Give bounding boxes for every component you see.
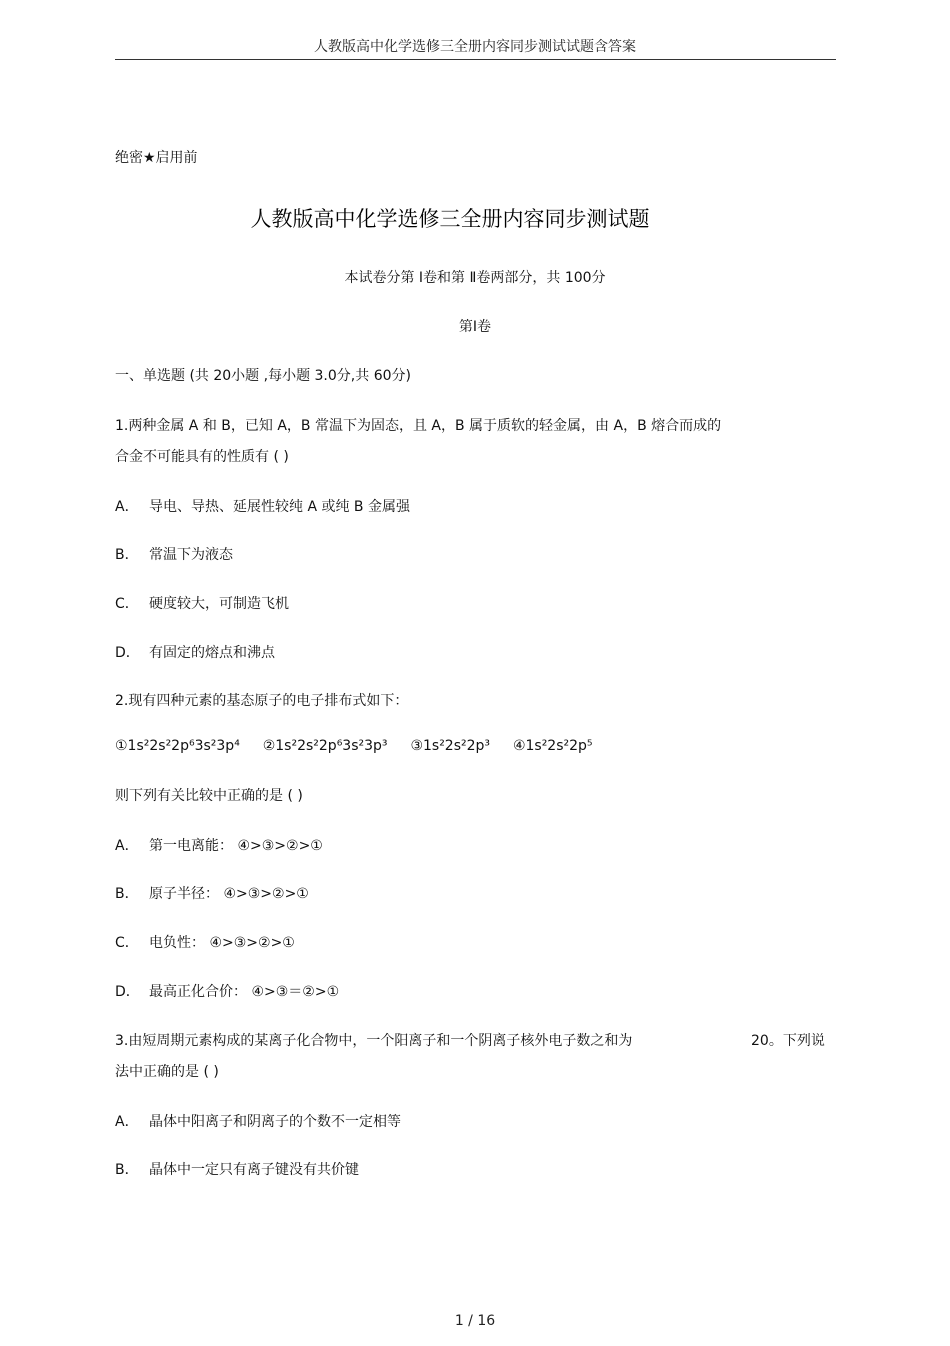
question-1-option-c [115,593,289,613]
option-letter: A． [115,838,139,854]
question-1-line-2: 合金不可能具有的性质有 ( ) [115,449,289,465]
option-letter: B． [115,886,139,902]
option-letter: A． [115,499,139,515]
option-text: 有固定的熔点和沸点 [149,645,275,661]
question-2-option-d [115,981,339,1001]
option-letter: D． [115,984,140,1000]
option-text: 最高正化合价： ④>③＝②>① [149,984,340,1000]
exam-title: 人教版高中化学选修三全册内容同步测试题 [250,207,650,231]
question-1-option-d [115,642,275,662]
running-header-title: 人教版高中化学选修三全册内容同步测试试题含答案 [314,39,636,55]
question-2-line-1: 2.现有四种元素的基态原子的电子排布式如下： [115,693,409,709]
question-2-option-c [115,932,295,952]
question-2-option-b [115,883,309,903]
question-1-option-a [115,496,410,516]
config-3: ③1s²2s²2p³ [410,738,491,754]
option-text: 导电、导热、延展性较纯 A 或纯 B 金属强 [149,499,410,515]
option-text: 晶体中阳离子和阴离子的个数不一定相等 [149,1114,401,1130]
question-2-option-a [115,835,323,855]
question-3-option-a [115,1111,401,1131]
config-1: ①1s²2s²2p⁶3s²3p⁴ [115,738,240,754]
question-3-line-1-right: 20。下列说 [751,1033,825,1049]
option-letter: D． [115,645,140,661]
header-divider [115,59,836,60]
question-3-line-2: 法中正确的是 ( ) [115,1064,219,1080]
option-text: 电负性： ④>③>②>① [149,935,295,951]
section-heading: 一、单选题 (共 20小题 ,每小题 3.0分,共 60分) [115,368,411,384]
option-text: 晶体中一定只有离子键没有共价键 [149,1162,359,1178]
option-letter: C． [115,935,139,951]
option-letter: C． [115,596,139,612]
part-label: 第Ⅰ卷 [458,319,492,335]
question-1-line-1: 1.两种金属 A 和 B，已知 A，B 常温下为固态，且 A，B 属于质软的轻金属，由 A，B 熔合而成的 [115,418,722,434]
option-letter: B． [115,547,139,563]
option-text: 原子半径： ④>③>②>① [149,886,309,902]
page-number: 1 / 16 [454,1313,496,1329]
question-2-line-2: 则下列有关比较中正确的是 ( ) [115,788,303,804]
option-text: 第一电离能： ④>③>②>① [149,838,323,854]
question-3-option-b [115,1159,359,1179]
config-2: ②1s²2s²2p⁶3s²3p³ [262,738,388,754]
option-letter: B． [115,1162,139,1178]
option-text: 硬度较大，可制造飞机 [149,596,289,612]
option-text: 常温下为液态 [149,547,233,563]
question-3-line-1-left: 3.由短周期元素构成的某离子化合物中，一个阳离子和一个阴离子核外电子数之和为 [115,1033,633,1049]
option-letter: A． [115,1114,139,1130]
electron-configurations [115,738,593,754]
question-1-option-b [115,544,233,564]
exam-info: 本试卷分第 Ⅰ卷和第 Ⅱ卷两部分，共 100分 [344,270,606,286]
config-4: ④1s²2s²2p⁵ [512,738,593,754]
secret-mark: 绝密★启用前 [115,150,198,166]
